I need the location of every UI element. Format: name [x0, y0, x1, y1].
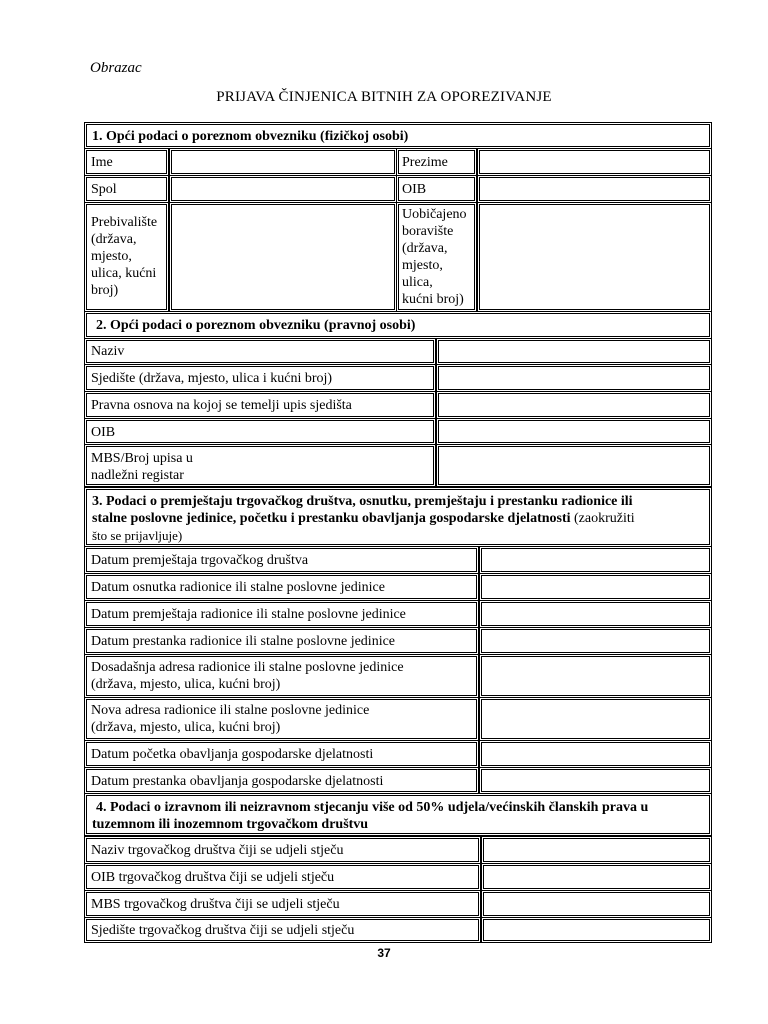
s3-row-7-label-cell [86, 742, 477, 766]
s3-row-7-label: Datum početka obavljanja gospodarske djelatnosti [91, 747, 374, 762]
prebivaliste-label: Prebivalište (država, mjesto, ulica, kućni broj) [91, 215, 158, 298]
ime-label-cell [86, 150, 167, 174]
s4-row-4-label: Sjedište trgovačkog društva čiji se udjeli stječu [91, 923, 355, 938]
s4-row-4-label-cell [86, 919, 479, 941]
s4-row-3-label: MBS trgovačkog društva čiji se udjeli stječu [91, 897, 340, 912]
prezime-input[interactable] [479, 150, 710, 174]
s4-row-1-label-cell [86, 838, 479, 862]
s4-row-3-input[interactable] [483, 892, 710, 916]
sjediste-label: Sjedište (država, mjesto, ulica i kućni broj) [91, 371, 333, 386]
naziv-input[interactable] [438, 340, 710, 363]
sjediste-label-cell [86, 366, 434, 390]
s3-row-5-input[interactable] [481, 656, 710, 696]
prezime-label-cell [398, 150, 475, 174]
ime-input[interactable] [171, 150, 395, 174]
naziv-label-cell [86, 340, 434, 363]
page-number: 37 [377, 946, 391, 960]
s4-row-4-input[interactable] [483, 919, 710, 941]
mbs-label-cell [86, 446, 434, 485]
s3-row-6-label: Nova adresa radionice ili stalne poslovne jedinice (država, mjesto, ulica, kućni broj) [91, 703, 370, 735]
mbs-label: MBS/Broj upisa u nadležni registar [91, 451, 193, 483]
oib-pravna-input[interactable] [438, 420, 710, 443]
oib-input[interactable] [479, 177, 710, 201]
prebivaliste-label-cell [86, 204, 167, 310]
section-2-heading: 2. Opći podaci o poreznom obvezniku (pravnoj osobi) [86, 313, 710, 337]
section-1-heading: 1. Opći podaci o poreznom obvezniku (fizičkoj osobi) [86, 124, 710, 147]
section-4-heading: 4. Podaci o izravnom ili neizravnom stjecanju više od 50% udjela/većinskih članskih prava u tuzemnom ili inozemnom trgovačkom društvu [86, 795, 710, 834]
pravna-osnova-label: Pravna osnova na kojoj se temelji upis sjedišta [91, 398, 352, 413]
oib-label: OIB [402, 182, 427, 197]
s4-row-1-input[interactable] [483, 838, 710, 862]
s3-row-1-label: Datum premještaja trgovačkog društva [91, 553, 309, 568]
section-3-heading: 3. Podaci o premještaju trgovačkog društva, osnutku, premještaju i prestanku radionice ili stalne poslovne jedinice, početku i prestanku obavljanja gospodarske djelatnosti (zaokružiti što se prijavljuje) [86, 489, 710, 545]
s3-row-2-label: Datum osnutka radionice ili stalne poslovne jedinice [91, 580, 385, 595]
ime-label: Ime [91, 155, 113, 170]
spol-input[interactable] [171, 177, 395, 201]
form-label: Obrazac [90, 60, 142, 76]
s3-row-3-input[interactable] [481, 602, 710, 626]
boraviste-label: Uobičajeno boravište (država, mjesto, ulica, kućni broj) [402, 207, 467, 307]
s4-row-3-label-cell [86, 892, 479, 916]
s3-row-4-input[interactable] [481, 629, 710, 653]
s3-row-4-label-cell [86, 629, 477, 653]
sjediste-input[interactable] [438, 366, 710, 390]
s4-row-1-label: Naziv trgovačkog društva čiji se udjeli stječu [91, 843, 344, 858]
s3-row-5-label: Dosadašnja adresa radionice ili stalne poslovne jedinice (država, mjesto, ulica, kućni broj) [91, 660, 404, 692]
page-title: PRIJAVA ČINJENICA BITNIH ZA OPOREZIVANJE [216, 89, 552, 105]
s3-row-3-label: Datum premještaja radionice ili stalne poslovne jedinice [91, 607, 406, 622]
s3-row-5-label-cell [86, 656, 477, 696]
s4-row-2-label: OIB trgovačkog društva čiji se udjeli stječu [91, 870, 335, 885]
boraviste-label-cell [398, 204, 475, 310]
naziv-label: Naziv [91, 344, 125, 359]
s3-row-1-input[interactable] [481, 548, 710, 572]
mbs-input[interactable] [438, 446, 710, 485]
oib-pravna-label-cell [86, 420, 434, 443]
prebivaliste-input[interactable] [171, 204, 395, 310]
s3-row-4-label: Datum prestanka radionice ili stalne poslovne jedinice [91, 634, 396, 649]
oib-pravna-label: OIB [91, 425, 116, 440]
s3-row-7-input[interactable] [481, 742, 710, 766]
s3-row-3-label-cell [86, 602, 477, 626]
s4-row-2-label-cell [86, 865, 479, 889]
s3-row-8-label-cell [86, 769, 477, 792]
s4-row-2-input[interactable] [483, 865, 710, 889]
pravna-osnova-input[interactable] [438, 393, 710, 417]
s3-row-1-label-cell [86, 548, 477, 572]
s3-row-2-label-cell [86, 575, 477, 599]
s3-row-6-label-cell [86, 699, 477, 739]
s3-row-2-input[interactable] [481, 575, 710, 599]
spol-label-cell [86, 177, 167, 201]
boraviste-input[interactable] [479, 204, 710, 310]
oib-label-cell [398, 177, 475, 201]
spol-label: Spol [91, 182, 117, 197]
s3-row-8-label: Datum prestanka obavljanja gospodarske djelatnosti [91, 774, 384, 789]
prezime-label: Prezime [402, 155, 448, 170]
pravna-osnova-label-cell [86, 393, 434, 417]
s3-row-6-input[interactable] [481, 699, 710, 739]
s3-row-8-input[interactable] [481, 769, 710, 792]
